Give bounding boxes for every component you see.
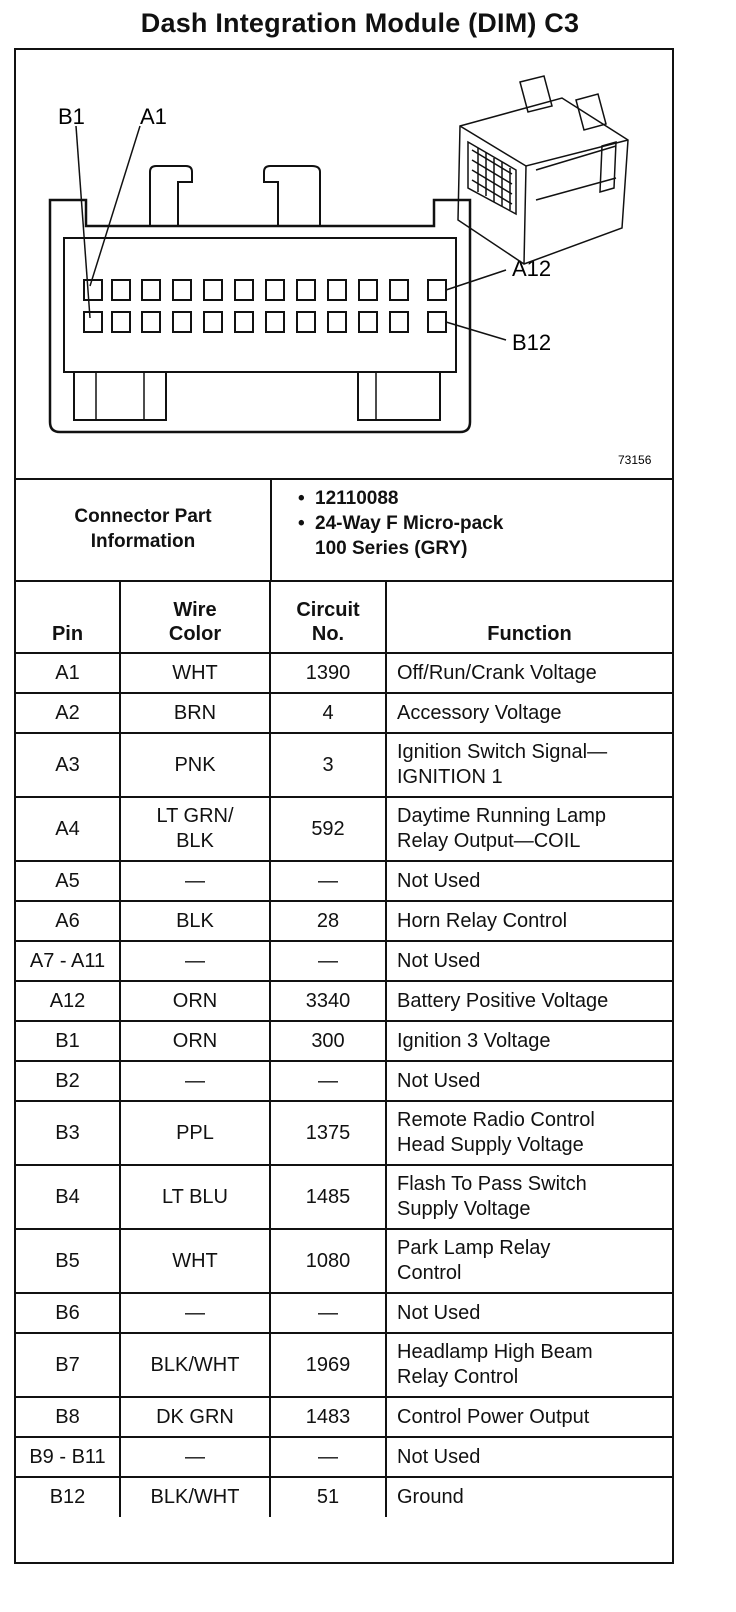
pin-cell: A2 xyxy=(16,693,120,733)
right-latch xyxy=(264,166,320,226)
table-row xyxy=(16,797,672,861)
wire-color-cell xyxy=(120,693,270,733)
circuit-cell: — xyxy=(270,1437,386,1477)
header-function: Function xyxy=(386,581,672,653)
function-cell xyxy=(386,1021,672,1061)
connector-inner-body xyxy=(64,238,456,372)
wire-color-cell xyxy=(120,981,270,1021)
pinout-rows xyxy=(16,653,672,1517)
function-cell xyxy=(386,1293,672,1333)
connector-sheet xyxy=(14,48,674,1564)
pin-cell: B6 xyxy=(16,1293,120,1333)
function-cell xyxy=(386,941,672,981)
wire-color-line: BLK xyxy=(176,909,214,932)
wire-color-cell xyxy=(120,1229,270,1293)
pin-cell: A7 - A11 xyxy=(16,941,120,981)
wire-color-cell xyxy=(120,901,270,941)
wire-color-line: — xyxy=(185,869,205,892)
function-cell xyxy=(386,861,672,901)
function-line: Battery Positive Voltage xyxy=(397,989,609,1012)
wire-color-cell xyxy=(120,797,270,861)
wire-color-line: LT BLU xyxy=(162,1185,228,1208)
pin-cell: A6 xyxy=(16,901,120,941)
bottom-left-key-inner xyxy=(96,372,144,420)
figure-number: 73156 xyxy=(618,453,652,467)
table-row xyxy=(16,693,672,733)
pin-row-b xyxy=(84,312,446,332)
wire-color-line: ORN xyxy=(172,1029,218,1052)
pin-row-a xyxy=(84,280,446,300)
table-row xyxy=(16,1229,672,1293)
wire-color-line: LT GRN/ xyxy=(156,805,234,827)
pin-cell: A3 xyxy=(16,733,120,797)
wire-color-line: — xyxy=(185,1069,205,1092)
function-line: Head Supply Voltage xyxy=(397,1134,584,1156)
wire-color-line: WHT xyxy=(172,1249,218,1272)
circuit-cell: 3340 xyxy=(270,981,386,1021)
table-row xyxy=(16,733,672,797)
circuit-cell: — xyxy=(270,861,386,901)
connector-info-label xyxy=(16,478,272,580)
function-cell xyxy=(386,1477,672,1517)
connector-type-line1: • 24-Way F Micro-pack xyxy=(315,513,504,534)
pin-cell: B7 xyxy=(16,1333,120,1397)
table-row xyxy=(16,1397,672,1437)
function-cell xyxy=(386,1397,672,1437)
function-cell xyxy=(386,981,672,1021)
function-line: Not Used xyxy=(397,1301,481,1324)
function-line: Not Used xyxy=(397,869,481,892)
function-cell xyxy=(386,1229,672,1293)
wire-color-line: BLK xyxy=(176,830,214,852)
table-row xyxy=(16,861,672,901)
connector-info-label-line2: Information xyxy=(90,531,196,552)
circuit-cell: — xyxy=(270,1061,386,1101)
circuit-cell: — xyxy=(270,941,386,981)
function-line: Not Used xyxy=(397,949,481,972)
function-line: Daytime Running Lamp xyxy=(397,805,606,827)
function-cell xyxy=(386,1437,672,1477)
wire-color-cell xyxy=(120,653,270,693)
function-line: Park Lamp Relay xyxy=(397,1237,551,1259)
function-line: Accessory Voltage xyxy=(397,701,562,724)
circuit-cell: 1390 xyxy=(270,653,386,693)
function-line: IGNITION 1 xyxy=(397,766,503,788)
function-line: Off/Run/Crank Voltage xyxy=(397,661,597,684)
wire-color-cell xyxy=(120,1437,270,1477)
pinout-table xyxy=(16,580,672,1517)
circuit-cell: 4 xyxy=(270,693,386,733)
function-line: Horn Relay Control xyxy=(397,909,568,932)
pin-cell: B4 xyxy=(16,1165,120,1229)
wire-color-cell xyxy=(120,1293,270,1333)
wire-color-line: — xyxy=(185,949,205,972)
function-cell xyxy=(386,1061,672,1101)
wire-color-line: BLK/WHT xyxy=(150,1486,240,1508)
connector-part-info xyxy=(16,478,672,582)
wire-color-line: PNK xyxy=(174,753,216,776)
circuit-cell: 1969 xyxy=(270,1333,386,1397)
function-cell xyxy=(386,693,672,733)
part-number-item xyxy=(272,486,672,511)
wire-color-cell xyxy=(120,1101,270,1165)
circuit-cell: — xyxy=(270,1293,386,1333)
part-number: • 12110088 xyxy=(315,488,399,509)
label-a1: A1 xyxy=(140,104,167,129)
function-line: Headlamp High Beam xyxy=(397,1341,593,1363)
table-row xyxy=(16,1101,672,1165)
table-row xyxy=(16,901,672,941)
page-title: Dash Integration Module (DIM) C3 xyxy=(140,8,580,38)
table-header-row xyxy=(16,581,672,653)
table-row xyxy=(16,941,672,981)
header-wire-color: Wire Color xyxy=(120,581,270,653)
pin-cell: B5 xyxy=(16,1229,120,1293)
function-cell xyxy=(386,1101,672,1165)
wire-color-cell xyxy=(120,733,270,797)
pin-cell: A12 xyxy=(16,981,120,1021)
table-row xyxy=(16,981,672,1021)
pin-cell: B3 xyxy=(16,1101,120,1165)
circuit-cell: 1485 xyxy=(270,1165,386,1229)
connector-info-values xyxy=(272,486,672,561)
connector-type-item xyxy=(272,511,672,561)
wire-color-line: ORN xyxy=(172,989,218,1012)
wire-color-cell xyxy=(120,861,270,901)
function-cell xyxy=(386,1333,672,1397)
wire-color-cell xyxy=(120,1061,270,1101)
function-cell xyxy=(386,653,672,693)
pin-cell: A1 xyxy=(16,653,120,693)
function-line: Flash To Pass Switch xyxy=(397,1173,587,1195)
circuit-cell: 592 xyxy=(270,797,386,861)
circuit-cell: 3 xyxy=(270,733,386,797)
function-line: Ground xyxy=(397,1486,464,1508)
function-line: Control Power Output xyxy=(397,1405,590,1428)
wire-color-line: BLK/WHT xyxy=(150,1353,240,1376)
circuit-cell: 51 xyxy=(270,1477,386,1517)
circuit-cell: 28 xyxy=(270,901,386,941)
wire-color-line: — xyxy=(185,1301,205,1324)
function-cell xyxy=(386,733,672,797)
connector-isometric-view xyxy=(458,76,628,264)
function-cell xyxy=(386,797,672,861)
wire-color-line: DK GRN xyxy=(156,1405,234,1428)
circuit-cell: 300 xyxy=(270,1021,386,1061)
function-cell xyxy=(386,901,672,941)
pin-cell: B2 xyxy=(16,1061,120,1101)
connector-info-label-line1: Connector Part xyxy=(74,506,212,527)
pin-cell: B12 xyxy=(16,1477,120,1517)
function-line: Remote Radio Control xyxy=(397,1109,595,1131)
pin-cell: B9 - B11 xyxy=(16,1437,120,1477)
connector-figure xyxy=(16,50,672,480)
wire-color-line: PPL xyxy=(176,1121,214,1144)
wire-color-line: WHT xyxy=(172,661,218,684)
function-line: Ignition Switch Signal— xyxy=(397,741,608,763)
function-line: Not Used xyxy=(397,1445,481,1468)
wire-color-cell xyxy=(120,1165,270,1229)
header-pin: Pin xyxy=(16,581,120,653)
label-b12: B12 xyxy=(512,330,552,355)
table-row xyxy=(16,653,672,693)
wire-color-line: BRN xyxy=(173,701,217,724)
function-line: Relay Control xyxy=(397,1366,519,1388)
table-row xyxy=(16,1437,672,1477)
a1-leader xyxy=(90,126,140,286)
connector-diagram xyxy=(16,50,672,478)
wire-color-cell xyxy=(120,1333,270,1397)
function-line: Control xyxy=(397,1262,462,1284)
circuit-cell: 1375 xyxy=(270,1101,386,1165)
table-row xyxy=(16,1021,672,1061)
wire-color-cell xyxy=(120,1397,270,1437)
pin-cell: B8 xyxy=(16,1397,120,1437)
function-line: Relay Output—COIL xyxy=(397,830,581,852)
table-row xyxy=(16,1477,672,1517)
connector-type-line2: 100 Series (GRY) xyxy=(315,538,468,559)
wire-color-cell xyxy=(120,941,270,981)
left-latch xyxy=(150,166,192,226)
wire-color-line: — xyxy=(185,1445,205,1468)
wire-color-cell xyxy=(120,1477,270,1517)
pin-cell: A5 xyxy=(16,861,120,901)
table-row xyxy=(16,1293,672,1333)
wire-color-cell xyxy=(120,1021,270,1061)
bottom-right-key xyxy=(358,372,440,420)
function-line: Not Used xyxy=(397,1069,481,1092)
label-a12: A12 xyxy=(512,256,552,281)
table-row xyxy=(16,1061,672,1101)
pin-cell: B1 xyxy=(16,1021,120,1061)
bottom-left-key xyxy=(74,372,166,420)
circuit-cell: 1483 xyxy=(270,1397,386,1437)
function-line: Supply Voltage xyxy=(397,1198,531,1220)
table-row xyxy=(16,1333,672,1397)
label-b1: B1 xyxy=(58,104,85,129)
pin-cell: A4 xyxy=(16,797,120,861)
function-cell xyxy=(386,1165,672,1229)
function-line: Ignition 3 Voltage xyxy=(397,1029,551,1052)
header-circuit-no: Circuit No. xyxy=(270,581,386,653)
table-row xyxy=(16,1165,672,1229)
circuit-cell: 1080 xyxy=(270,1229,386,1293)
